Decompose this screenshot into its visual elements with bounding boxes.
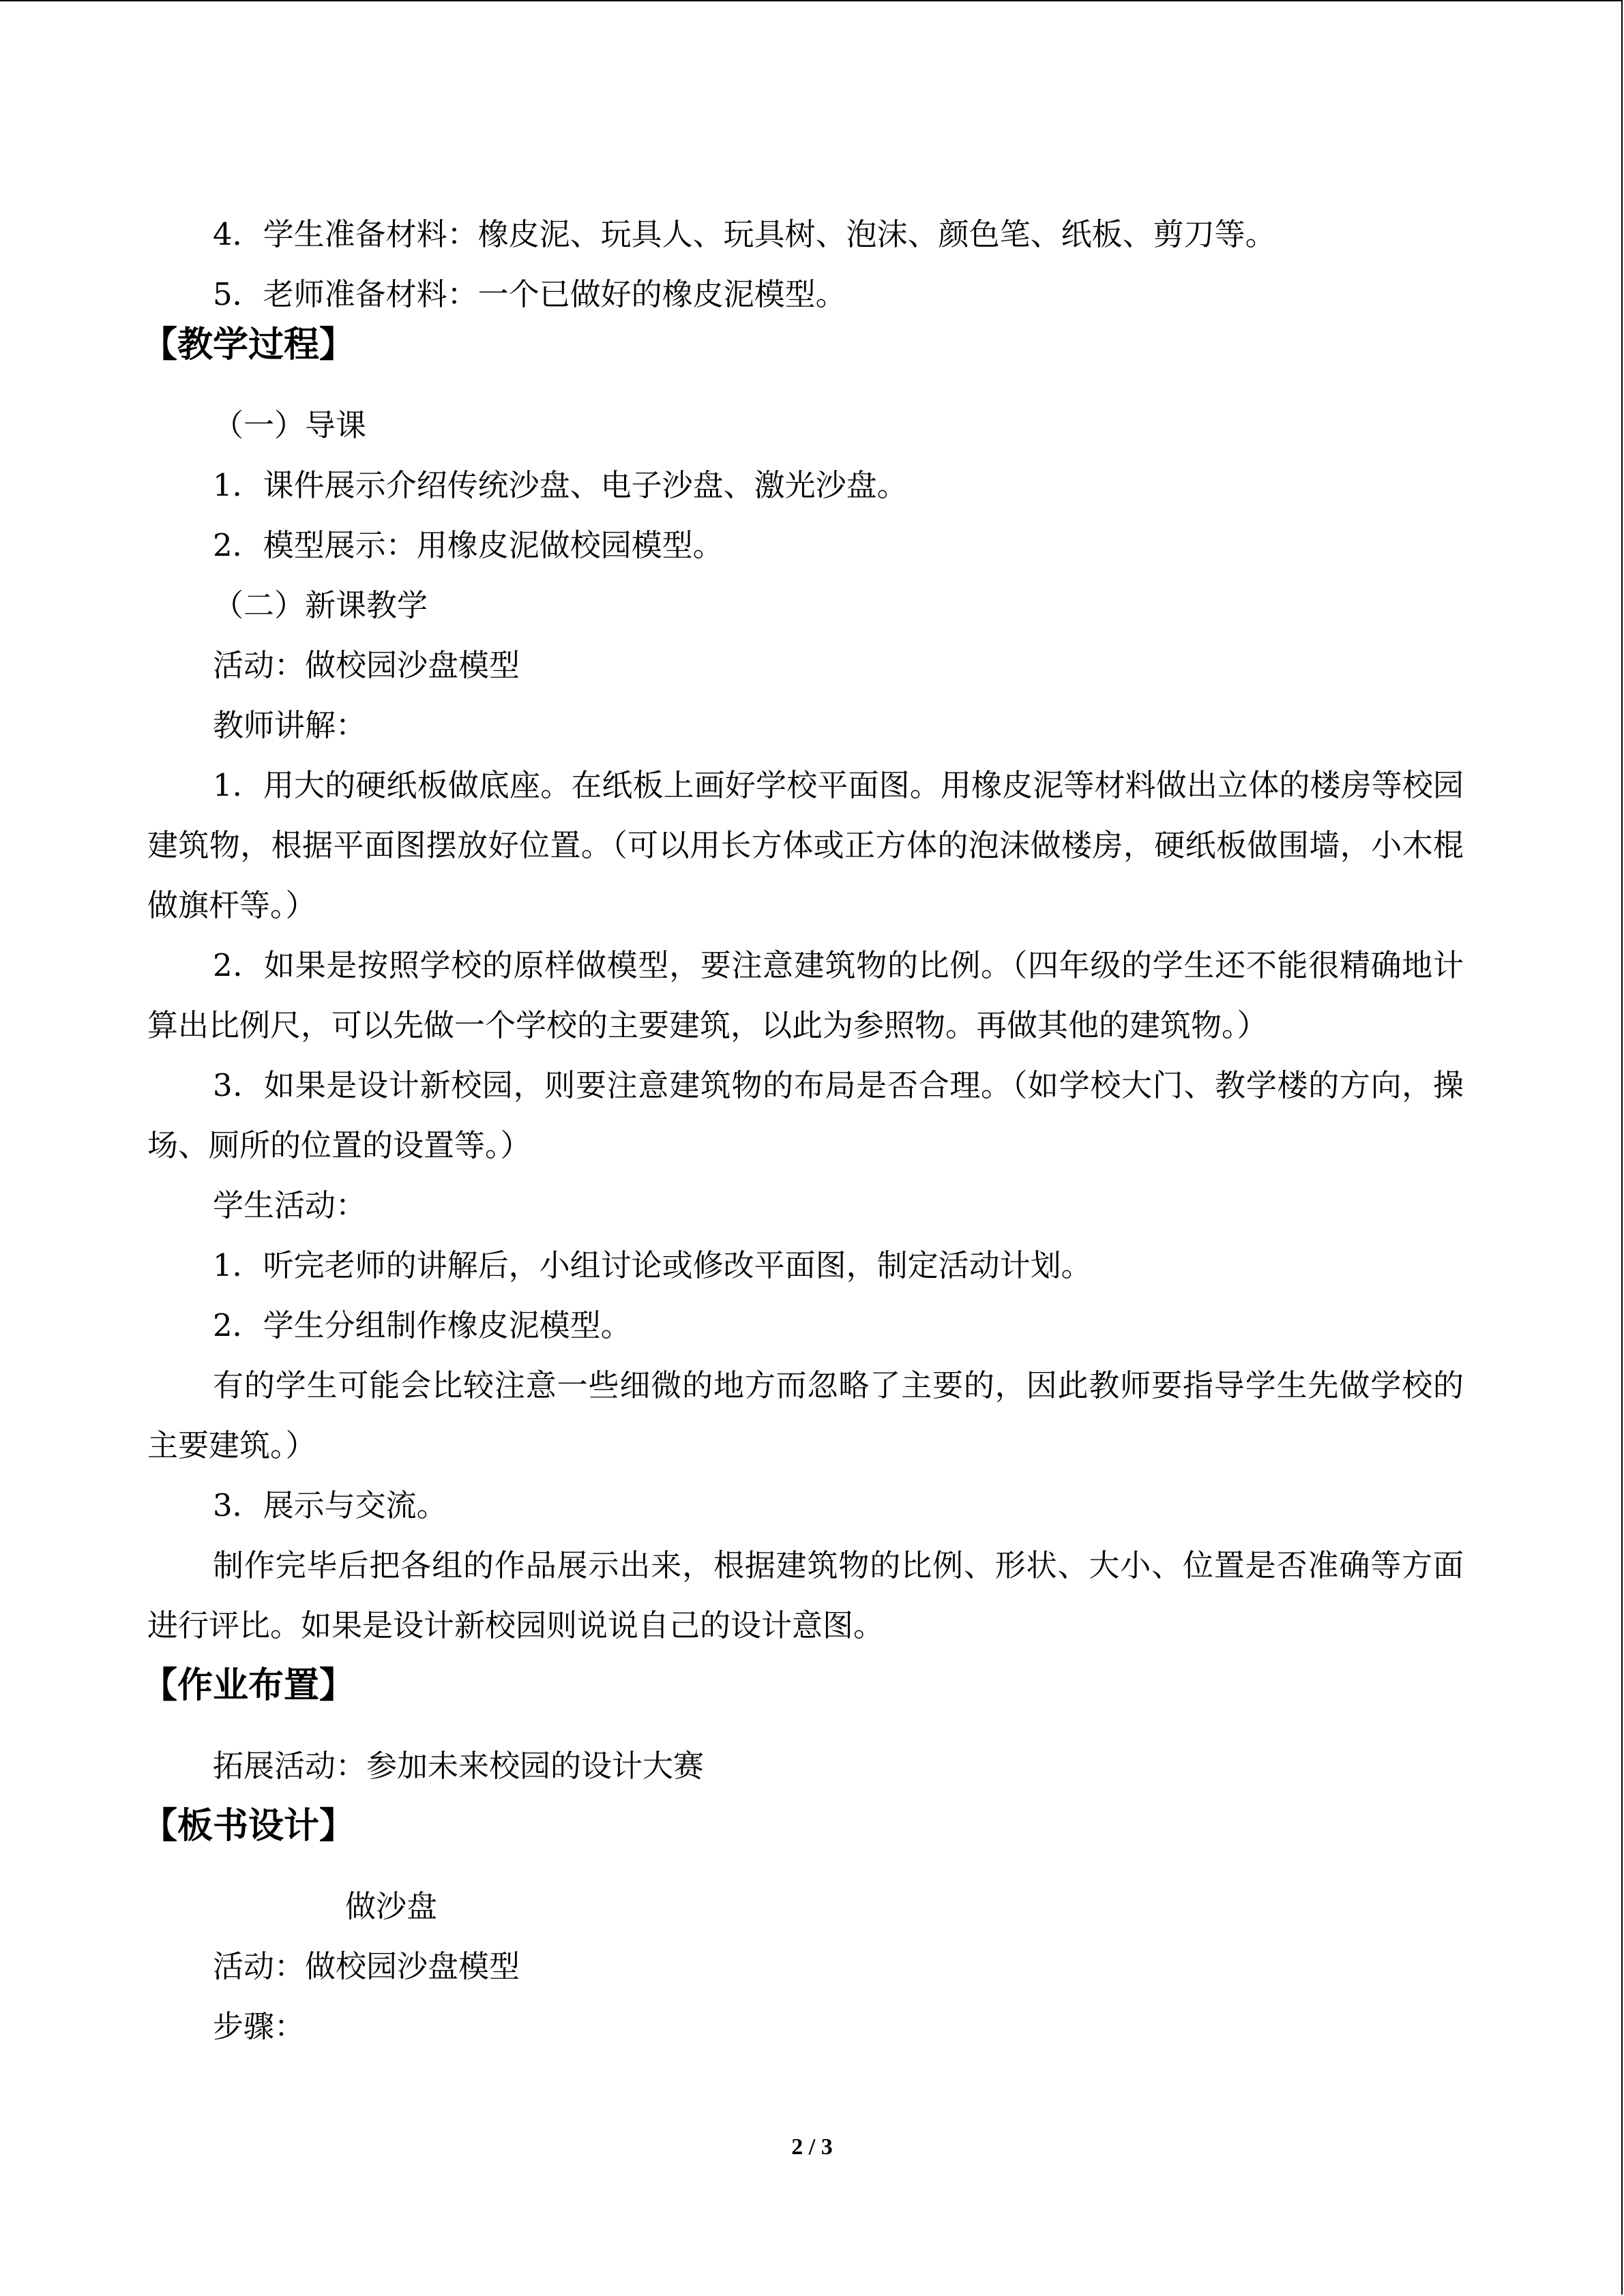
intro-title: （一）导课	[213, 407, 367, 443]
new-lesson-title: （二）新课教学	[213, 587, 428, 623]
teacher-item: 2．如果是按照学校的原样做模型，要注意建筑物的比例。（四年级的学生还不能很精确地计算出比例尺，可以先做一个学校的主要建筑，以此为参照物。再做其他的建筑物。）	[147, 947, 1464, 1043]
student-label: 学生活动：	[213, 1187, 367, 1223]
heading-board-design: 【板书设计】	[142, 1806, 355, 1847]
student-item: 2．学生分组制作橡皮泥模型。	[213, 1307, 632, 1343]
document-body	[142, 205, 1464, 2057]
page-number: 2 / 3	[791, 2134, 833, 2160]
show-note: 制作完毕后把各组的作品展示出来，根据建筑物的比例、形状、大小、位置是否准确等方面进行评比。如果是设计新校园则说说自己的设计意图。	[147, 1547, 1464, 1643]
heading-homework: 【作业布置】	[142, 1665, 355, 1706]
intro-item: 2．模型展示：用橡皮泥做校园模型。	[213, 527, 724, 563]
heading-teaching-process: 【教学过程】	[142, 325, 355, 366]
activity-line: 活动：做校园沙盘模型	[213, 647, 520, 683]
materials-students: 4．学生准备材料：橡皮泥、玩具人、玩具树、泡沫、颜色笔、纸板、剪刀等。	[213, 216, 1276, 252]
intro-item: 1．课件展示介绍传统沙盘、电子沙盘、激光沙盘。	[213, 467, 908, 503]
student-note: 有的学生可能会比较注意一些细微的地方而忽略了主要的，因此教师要指导学生先做学校的主要建筑。）	[147, 1367, 1464, 1463]
teacher-item: 1．用大的硬纸板做底座。在纸板上画好学校平面图。用橡皮泥等材料做出立体的楼房等校园建筑物，根据平面图摆放好位置。（可以用长方体或正方体的泡沫做楼房，硬纸板做围墙，小木棍做旗杆等。）	[147, 767, 1464, 923]
materials-teacher: 5．老师准备材料：一个已做好的橡皮泥模型。	[213, 276, 846, 312]
teacher-label: 教师讲解：	[213, 707, 367, 743]
show-item: 3．展示与交流。	[213, 1487, 447, 1523]
student-item: 1．听完老师的讲解后，小组讨论或修改平面图，制定活动计划。	[213, 1247, 1092, 1283]
board-activity: 活动：做校园沙盘模型	[213, 1948, 520, 1984]
board-steps-label: 步骤：	[213, 2008, 306, 2044]
homework-text: 拓展活动：参加未来校园的设计大赛	[213, 1748, 705, 1784]
teacher-item: 3．如果是设计新校园，则要注意建筑物的布局是否合理。（如学校大门、教学楼的方向，操场、厕所的位置的设置等。）	[147, 1067, 1464, 1163]
board-title: 做沙盘	[345, 1888, 438, 1924]
